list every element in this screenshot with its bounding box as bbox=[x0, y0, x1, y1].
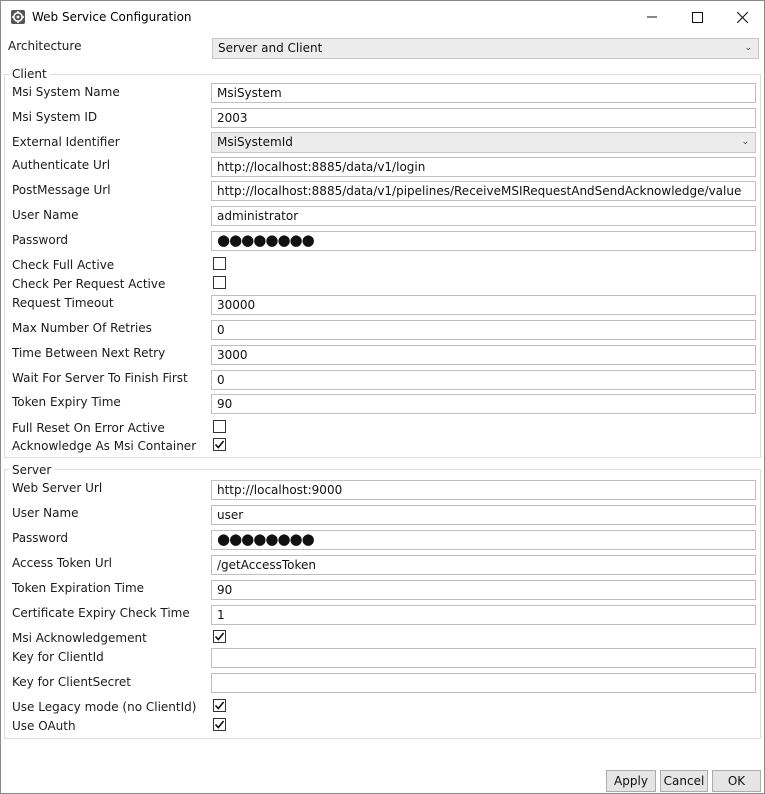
checkmark-icon bbox=[214, 439, 225, 450]
external-identifier-combo[interactable] bbox=[211, 132, 756, 153]
checkmark-icon bbox=[214, 719, 225, 730]
apply-button[interactable]: Apply bbox=[606, 770, 656, 792]
key-for-clientid-label: Key for ClientId bbox=[12, 650, 104, 664]
certificate-expiry-check-time-field[interactable]: 1 bbox=[211, 605, 756, 625]
msi-system-name-field[interactable]: MsiSystem bbox=[211, 83, 756, 103]
maximize-button[interactable] bbox=[674, 1, 720, 33]
authenticate-url-label: Authenticate Url bbox=[12, 158, 111, 172]
architecture-value: Server and Client bbox=[218, 41, 323, 55]
token-expiration-time-field[interactable]: 90 bbox=[211, 580, 756, 600]
title-bar bbox=[1, 1, 764, 33]
dialog-content bbox=[1, 33, 764, 793]
msi-system-name-label: Msi System Name bbox=[12, 85, 120, 99]
token-expiry-time-field[interactable]: 90 bbox=[211, 394, 756, 414]
check-per-request-active-label: Check Per Request Active bbox=[12, 277, 166, 291]
wait-for-server-field[interactable]: 0 bbox=[211, 370, 756, 390]
gear-icon bbox=[10, 9, 26, 25]
check-full-active-checkbox[interactable] bbox=[213, 257, 226, 270]
server-password-field[interactable]: ●●●●●●●● bbox=[211, 530, 756, 550]
request-timeout-label: Request Timeout bbox=[12, 296, 114, 310]
certificate-expiry-check-time-label: Certificate Expiry Check Time bbox=[12, 606, 190, 620]
postmessage-url-label: PostMessage Url bbox=[12, 183, 111, 197]
client-password-label: Password bbox=[12, 233, 69, 247]
time-between-retry-label: Time Between Next Retry bbox=[12, 346, 166, 360]
close-icon bbox=[737, 12, 748, 23]
msi-system-id-label: Msi System ID bbox=[12, 110, 98, 124]
client-user-name-label: User Name bbox=[12, 208, 79, 222]
authenticate-url-field[interactable]: http://localhost:8885/data/v1/login bbox=[211, 157, 756, 177]
postmessage-url-field[interactable]: http://localhost:8885/data/v1/pipelines/ReceiveMSIRequestAndSendAcknowledge/value bbox=[211, 181, 756, 201]
external-identifier-label: External Identifier bbox=[12, 135, 120, 149]
minimize-button[interactable] bbox=[629, 1, 675, 33]
acknowledge-as-msi-container-label: Acknowledge As Msi Container bbox=[12, 439, 197, 453]
web-server-url-field[interactable]: http://localhost:9000 bbox=[211, 480, 756, 500]
full-reset-on-error-label: Full Reset On Error Active bbox=[12, 421, 165, 435]
token-expiration-time-label: Token Expiration Time bbox=[12, 581, 145, 595]
chevron-down-icon: ⌄ bbox=[741, 137, 749, 147]
key-for-clientsecret-label: Key for ClientSecret bbox=[12, 675, 131, 689]
full-reset-on-error-checkbox[interactable] bbox=[213, 420, 226, 433]
server-password-label: Password bbox=[12, 531, 69, 545]
access-token-url-label: Access Token Url bbox=[12, 556, 112, 570]
close-button[interactable] bbox=[719, 1, 765, 33]
client-group-title: Client bbox=[9, 67, 50, 81]
token-expiry-time-label: Token Expiry Time bbox=[12, 395, 121, 409]
external-identifier-value: MsiSystemId bbox=[217, 135, 293, 149]
check-per-request-active-checkbox[interactable] bbox=[213, 276, 226, 289]
web-server-url-label: Web Server Url bbox=[12, 481, 103, 495]
msi-acknowledgement-checkbox[interactable] bbox=[213, 630, 226, 643]
access-token-url-field[interactable]: /getAccessToken bbox=[211, 555, 756, 575]
architecture-combo[interactable] bbox=[212, 38, 759, 59]
minimize-icon bbox=[647, 12, 657, 22]
max-retries-label: Max Number Of Retries bbox=[12, 321, 152, 335]
use-legacy-mode-checkbox[interactable] bbox=[213, 699, 226, 712]
maximize-icon bbox=[692, 12, 703, 23]
time-between-retry-field[interactable]: 3000 bbox=[211, 345, 756, 365]
msi-system-id-field[interactable]: 2003 bbox=[211, 108, 756, 128]
use-legacy-mode-label: Use Legacy mode (no ClientId) bbox=[12, 700, 197, 714]
server-group-title: Server bbox=[9, 463, 54, 477]
use-oauth-checkbox[interactable] bbox=[213, 718, 226, 731]
cancel-button[interactable]: Cancel bbox=[660, 770, 708, 792]
ok-button[interactable]: OK bbox=[712, 770, 761, 792]
check-full-active-label: Check Full Active bbox=[12, 258, 115, 272]
request-timeout-field[interactable]: 30000 bbox=[211, 295, 756, 315]
max-retries-field[interactable]: 0 bbox=[211, 320, 756, 340]
window-title: Web Service Configuration bbox=[32, 10, 192, 24]
key-for-clientsecret-field[interactable] bbox=[211, 673, 756, 693]
architecture-label: Architecture bbox=[8, 39, 82, 53]
checkmark-icon bbox=[214, 700, 225, 711]
chevron-down-icon: ⌄ bbox=[744, 43, 752, 53]
msi-acknowledgement-label: Msi Acknowledgement bbox=[12, 631, 147, 645]
client-password-field[interactable]: ●●●●●●●● bbox=[211, 231, 756, 251]
server-user-name-field[interactable]: user bbox=[211, 505, 756, 525]
checkmark-icon bbox=[214, 631, 225, 642]
key-for-clientid-field[interactable] bbox=[211, 648, 756, 668]
client-user-name-field[interactable]: administrator bbox=[211, 206, 756, 226]
server-user-name-label: User Name bbox=[12, 506, 79, 520]
acknowledge-as-msi-container-checkbox[interactable] bbox=[213, 438, 226, 451]
use-oauth-label: Use OAuth bbox=[12, 719, 76, 733]
wait-for-server-label: Wait For Server To Finish First bbox=[12, 371, 188, 385]
